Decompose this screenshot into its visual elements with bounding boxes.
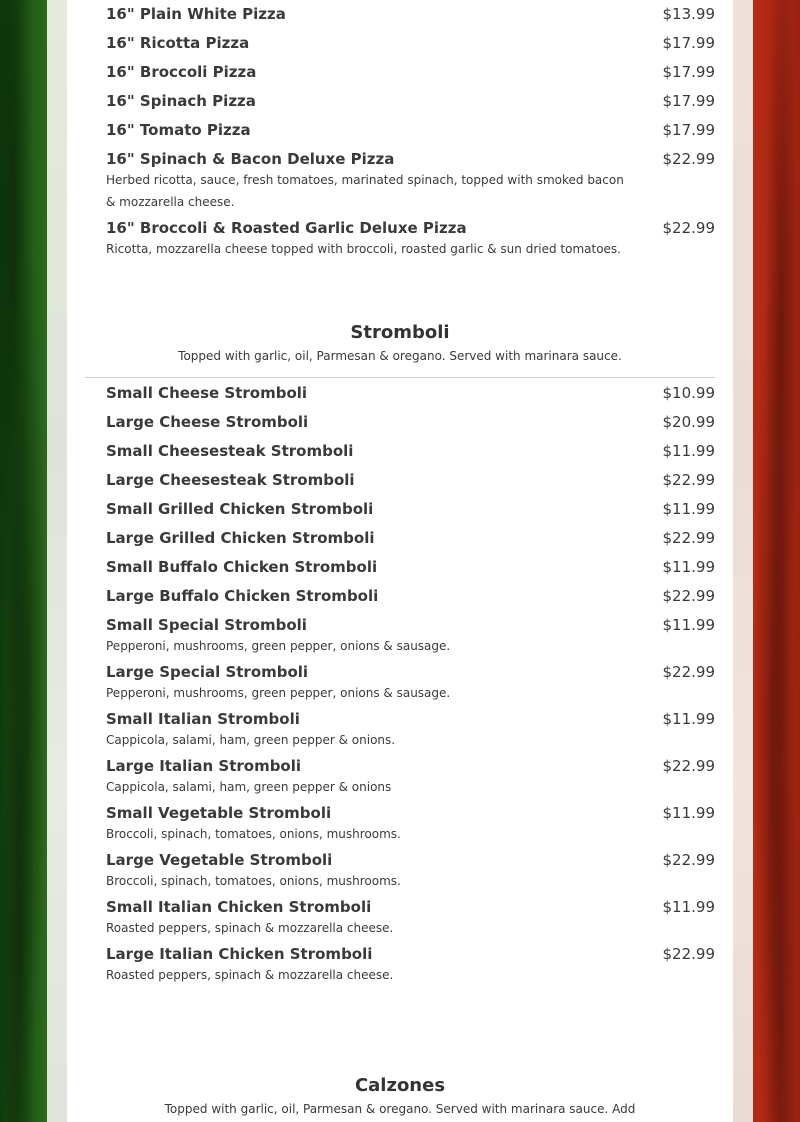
item-description: Cappicola, salami, ham, green pepper & onions. (106, 733, 396, 747)
item-price: $10.99 (662, 384, 715, 402)
item-name: 16" Spinach Pizza (106, 92, 256, 110)
item-price: $22.99 (662, 150, 715, 168)
flag-red-stripe (753, 0, 800, 1122)
menu-item (106, 29, 715, 58)
item-description: Broccoli, spinach, tomatoes, onions, mushrooms. (106, 827, 401, 841)
item-price: $22.99 (662, 219, 715, 237)
menu-item (106, 799, 715, 846)
item-name: 16" Ricotta Pizza (106, 34, 250, 52)
menu-item (106, 752, 715, 799)
flag-green-stripe (0, 0, 47, 1122)
menu-item (106, 705, 715, 752)
flag-white-stripe-right (733, 0, 753, 1122)
menu-item (106, 582, 715, 611)
item-name: 16" Spinach & Bacon Deluxe Pizza (106, 150, 395, 168)
item-price: $11.99 (662, 500, 715, 518)
stromboli-header (85, 322, 715, 363)
item-price: $17.99 (662, 121, 715, 139)
item-description: Broccoli, spinach, tomatoes, onions, mushrooms. (106, 874, 401, 888)
item-description: Herbed ricotta, sauce, fresh tomatoes, marinated spinach, topped with smoked bacon & mozzarella cheese. (106, 173, 624, 209)
item-name: Large Cheesesteak Stromboli (106, 471, 355, 489)
item-price: $11.99 (662, 616, 715, 634)
item-name: Large Cheese Stromboli (106, 413, 309, 431)
item-name: Small Italian Chicken Stromboli (106, 898, 372, 916)
section-divider (85, 377, 715, 378)
item-name: Small Special Stromboli (106, 616, 307, 634)
item-price: $22.99 (662, 757, 715, 775)
calzones-header (85, 1075, 715, 1116)
menu-item (106, 408, 715, 437)
menu-item (106, 524, 715, 553)
menu-item (106, 466, 715, 495)
item-price: $13.99 (662, 5, 715, 23)
menu-item (106, 495, 715, 524)
item-price: $22.99 (662, 663, 715, 681)
item-description: Ricotta, mozzarella cheese topped with broccoli, roasted garlic & sun dried tomatoes. (106, 242, 621, 256)
item-name: Small Cheesesteak Stromboli (106, 442, 354, 460)
menu-item (106, 846, 715, 893)
item-name: Small Italian Stromboli (106, 710, 300, 728)
item-name: Small Vegetable Stromboli (106, 804, 332, 822)
menu-item (106, 87, 715, 116)
menu-item (106, 145, 715, 214)
pizza-list (106, 0, 715, 261)
item-price: $20.99 (662, 413, 715, 431)
menu-item (106, 437, 715, 466)
section-subtitle: Topped with garlic, oil, Parmesan & oregano. Served with marinara sauce. Add (164, 1102, 636, 1116)
stromboli-list (106, 379, 715, 987)
menu-item (106, 0, 715, 29)
item-price: $11.99 (662, 442, 715, 460)
item-name: Large Italian Chicken Stromboli (106, 945, 373, 963)
item-price: $11.99 (662, 710, 715, 728)
item-price: $22.99 (662, 945, 715, 963)
menu-item (106, 214, 715, 261)
item-description: Cappicola, salami, ham, green pepper & onions (106, 780, 392, 794)
flag-white-stripe-left (47, 0, 67, 1122)
item-name: Large Special Stromboli (106, 663, 309, 681)
item-name: Large Grilled Chicken Stromboli (106, 529, 375, 547)
item-price: $11.99 (662, 558, 715, 576)
item-price: $11.99 (662, 898, 715, 916)
item-price: $22.99 (662, 529, 715, 547)
item-name: 16" Plain White Pizza (106, 5, 286, 23)
item-description: Roasted peppers, spinach & mozzarella cheese. (106, 921, 394, 935)
item-price: $11.99 (662, 804, 715, 822)
item-name: Large Buffalo Chicken Stromboli (106, 587, 379, 605)
item-price: $22.99 (662, 471, 715, 489)
item-name: Small Cheese Stromboli (106, 384, 308, 402)
menu-item (106, 553, 715, 582)
item-price: $22.99 (662, 587, 715, 605)
item-price: $22.99 (662, 851, 715, 869)
item-price: $17.99 (662, 63, 715, 81)
menu-page (67, 0, 733, 1122)
menu-item (106, 116, 715, 145)
menu-item (106, 940, 715, 987)
item-name: 16" Broccoli & Roasted Garlic Deluxe Pizza (106, 219, 467, 237)
item-price: $17.99 (662, 34, 715, 52)
item-name: Large Vegetable Stromboli (106, 851, 333, 869)
section-title: Calzones (354, 1075, 446, 1096)
menu-item (106, 58, 715, 87)
menu-item (106, 379, 715, 408)
section-title: Stromboli (350, 322, 450, 343)
menu-item (106, 658, 715, 705)
item-price: $17.99 (662, 92, 715, 110)
item-name: Large Italian Stromboli (106, 757, 302, 775)
section-subtitle: Topped with garlic, oil, Parmesan & oregano. Served with marinara sauce. (178, 349, 622, 363)
item-description: Pepperoni, mushrooms, green pepper, onions & sausage. (106, 686, 451, 700)
menu-item (106, 893, 715, 940)
item-description: Roasted peppers, spinach & mozzarella cheese. (106, 968, 394, 982)
menu-item (106, 611, 715, 658)
item-name: 16" Broccoli Pizza (106, 63, 257, 81)
item-name: 16" Tomato Pizza (106, 121, 251, 139)
item-description: Pepperoni, mushrooms, green pepper, onions & sausage. (106, 639, 451, 653)
item-name: Small Buffalo Chicken Stromboli (106, 558, 378, 576)
item-name: Small Grilled Chicken Stromboli (106, 500, 374, 518)
